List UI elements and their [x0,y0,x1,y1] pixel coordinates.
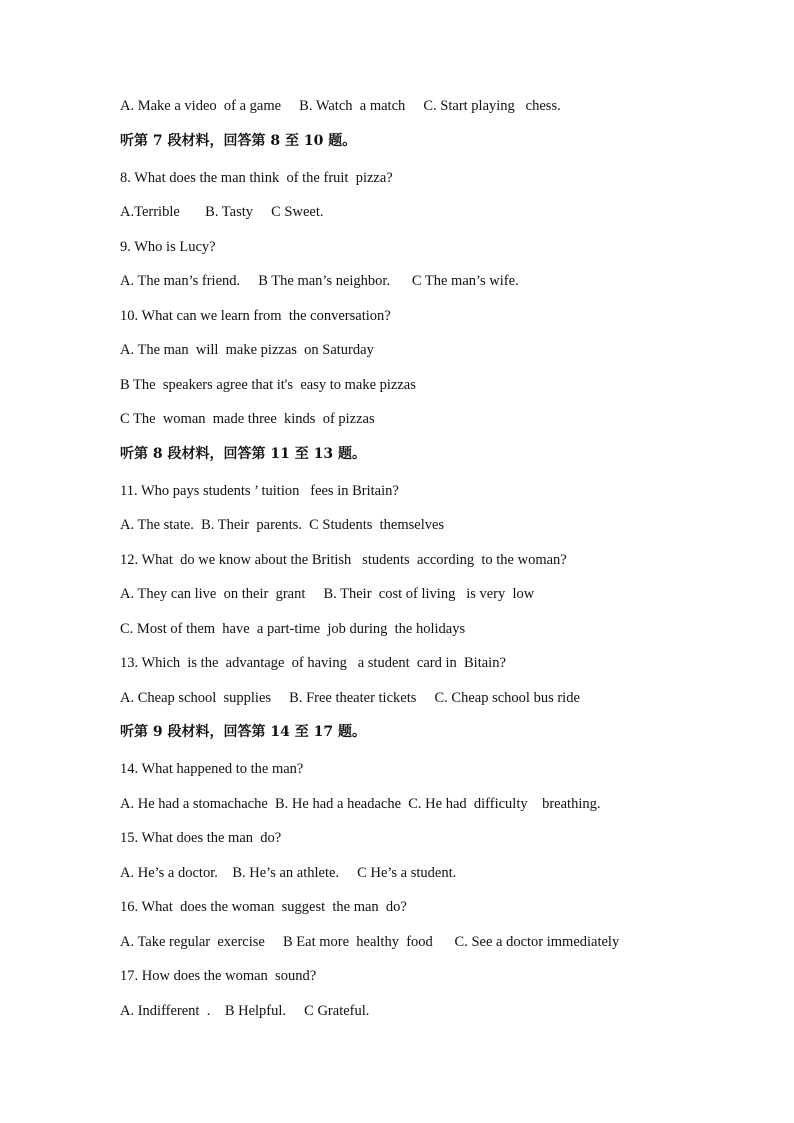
question-17: 17. How does the woman sound? [120,968,317,984]
q7-options: A. Make a video of a game B. Watch a match C. Start playing chess. [120,98,561,114]
section-heading-7: 听第 7 段材料，回答第 8 至 10 题。 [120,133,357,149]
question-14: 14. What happened to the man? [120,761,304,777]
q15-options: A. He’s a doctor. B. He’s an athlete. C He’s a student. [120,865,457,881]
q14-options: A. He had a stomachache B. He had a headache C. He had difficulty breathing. [120,796,601,812]
section-heading-9: 听第 9 段材料，回答第 14 至 17 题。 [120,724,366,740]
q9-options: A. The man’s friend. B The man’s neighbor. C The man’s wife. [120,273,519,289]
q13-options: A. Cheap school supplies B. Free theater tickets C. Cheap school bus ride [120,690,580,706]
q12-option-c: C. Most of them have a part-time job during the holidays [120,621,466,637]
question-15: 15. What does the man do? [120,830,282,846]
q10-option-a: A. The man will make pizzas on Saturday [120,342,374,358]
question-11: 11. Who pays students ’ tuition fees in Britain? [120,483,399,499]
question-8: 8. What does the man think of the fruit pizza? [120,170,393,186]
q17-options: A. Indifferent . B Helpful. C Grateful. [120,1003,370,1019]
q16-options: A. Take regular exercise B Eat more healthy food C. See a doctor immediately [120,934,620,950]
question-12: 12. What do we know about the British students according to the woman? [120,552,567,568]
question-13: 13. Which is the advantage of having a student card in Bitain? [120,655,506,671]
question-10: 10. What can we learn from the conversation? [120,308,391,324]
q11-options: A. The state. B. Their parents. C Students themselves [120,517,445,533]
q12-options-ab: A. They can live on their grant B. Their cost of living is very low [120,586,535,602]
section-heading-8: 听第 8 段材料，回答第 11 至 13 题。 [120,446,366,462]
q10-option-b: B The speakers agree that it's easy to make pizzas [120,377,416,393]
question-16: 16. What does the woman suggest the man do? [120,899,407,915]
q10-option-c: C The woman made three kinds of pizzas [120,411,375,427]
question-9: 9. Who is Lucy? [120,239,216,255]
q8-options: A.Terrible B. Tasty C Sweet. [120,204,324,220]
